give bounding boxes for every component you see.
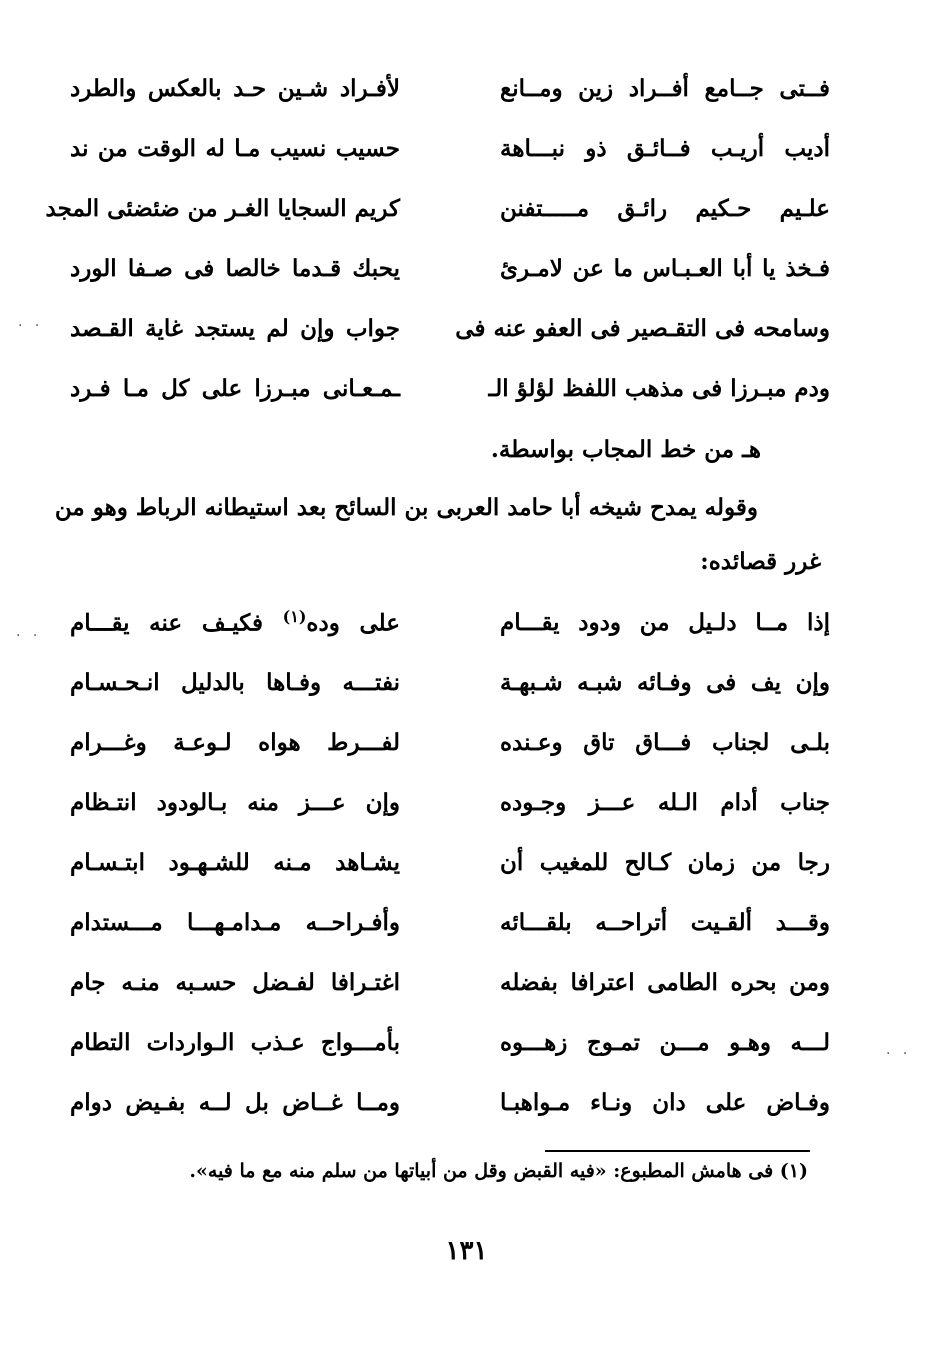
verse-second-hemistich: نفتـــه وفـاها بالدليل انـحـسـام (70, 668, 400, 696)
verse-second-hemistich: لفـــرط هواه لـوعـة وغـــرام (70, 728, 400, 756)
verse-second-hemistich: بأمـــواج عـذب الـواردات التطام (70, 1028, 400, 1056)
verse-second-hemistich: وإن عـــز منه بـالودود انتـظام (70, 788, 400, 816)
footnote: (١) فى هامش المطبوع: «فيه القبض وقل من أبياتها من سلم منه مع ما فيه». (189, 1160, 808, 1182)
verse-first-hemistich: أديب أريـب فــائـق ذو نبـــاهة (500, 134, 830, 162)
verse (70, 1022, 830, 1062)
scan-speck: · · (886, 1046, 912, 1062)
hemistich-part: على وده (306, 609, 400, 637)
verse-second-hemistich: وأفـراحــه مـدامـهـــا مـــستدام (70, 908, 400, 936)
verse-second-hemistich: ـمـعـانى مبـرزا على كل مـا فـرد (70, 374, 400, 402)
verse-second-hemistich: يشـاهد مـنه للشـهـود ابتـسـام (70, 848, 400, 876)
verse (70, 128, 830, 168)
verse (70, 842, 830, 882)
verse (70, 308, 830, 348)
footnote-mark: (١) (282, 607, 307, 627)
verse-first-hemistich: إذا مــا دلـيل من ودود يقـــام (500, 608, 830, 636)
verse (70, 1082, 830, 1122)
verse-first-hemistich: وسامحه فى التقـصير فى العفو عنه فى (455, 314, 830, 342)
verse-first-hemistich: فــتى جــامع أفــراد زين ومــانع (500, 74, 830, 102)
closing-line: هـ من خط المجاب بواسطة. (490, 436, 761, 463)
verse-first-hemistich: وقـــد ألقـيت أتراحــه بلقـــائه (500, 908, 830, 936)
verse (70, 962, 830, 1002)
verse-first-hemistich: جناب أدام الـله عـــز وجـوده (500, 788, 830, 816)
scan-speck: · · (16, 628, 42, 644)
verse (70, 368, 830, 408)
verse-second-hemistich: جواب وإن لم يستجد غاية القـصد (70, 314, 400, 342)
verse-first-hemistich: ومن بحره الطامى اعترافا بفضله (500, 968, 830, 996)
verse (70, 68, 830, 108)
hemistich-part: فكيـف عنه يقـــام (70, 609, 283, 637)
verse (70, 602, 830, 642)
verse (70, 248, 830, 288)
intro-line: غرر قصائده: (700, 548, 821, 575)
verse-first-hemistich: بلـى لجناب فـــاق تاق وعـنده (500, 728, 830, 756)
verse (70, 902, 830, 942)
verse-second-hemistich (70, 609, 400, 635)
scan-speck: · · (18, 318, 44, 334)
intro-line: وقوله يمدح شيخه أبا حامد العربى بن السائح بعد استيطانه الرباط وهو من (54, 494, 758, 521)
verse-second-hemistich: اغتـرافا لفـضل حسـبه منـه جام (70, 968, 400, 996)
verse (70, 722, 830, 762)
verse-first-hemistich: علـيم حـكيم رائـق مـــــتفنن (500, 194, 830, 222)
verse (70, 662, 830, 702)
verse-second-hemistich: لأفـراد شـين حـد بالعكس والطرد (70, 74, 400, 102)
verse (70, 782, 830, 822)
page-number: ١٣١ (445, 1236, 488, 1266)
verse-first-hemistich: لـــه وهـو مـــن تمـوج زهـــوه (500, 1028, 830, 1056)
verse-second-hemistich: يحبك قـدما خالصا فى صـفا الورد (70, 254, 400, 282)
verse (45, 188, 830, 228)
verse-first-hemistich: وإن يف فى وفـائه شبـه شـبهـة (500, 668, 830, 696)
verse-second-hemistich: ومــا غــاض بل لــه بفـيض دوام (70, 1088, 400, 1116)
footnote-divider (545, 1150, 810, 1152)
verse-second-hemistich: كريم السجايا الغـر من ضئضئى المجد (45, 194, 400, 222)
verse-second-hemistich: حسيب نسيب مـا له الوقت من ند (70, 134, 400, 162)
verse-first-hemistich: وفـاض على دان ونـاء مـواهبـا (500, 1088, 830, 1116)
verse-first-hemistich: فـخذ يا أبا العـبـاس ما عن لامـرئ (500, 254, 830, 282)
verse-first-hemistich: رجا من زمان كـالح للمغيب أن (500, 848, 830, 876)
verse-first-hemistich: ودم مبـرزا فى مذهب اللفظ لؤلؤ الـ (488, 374, 830, 402)
